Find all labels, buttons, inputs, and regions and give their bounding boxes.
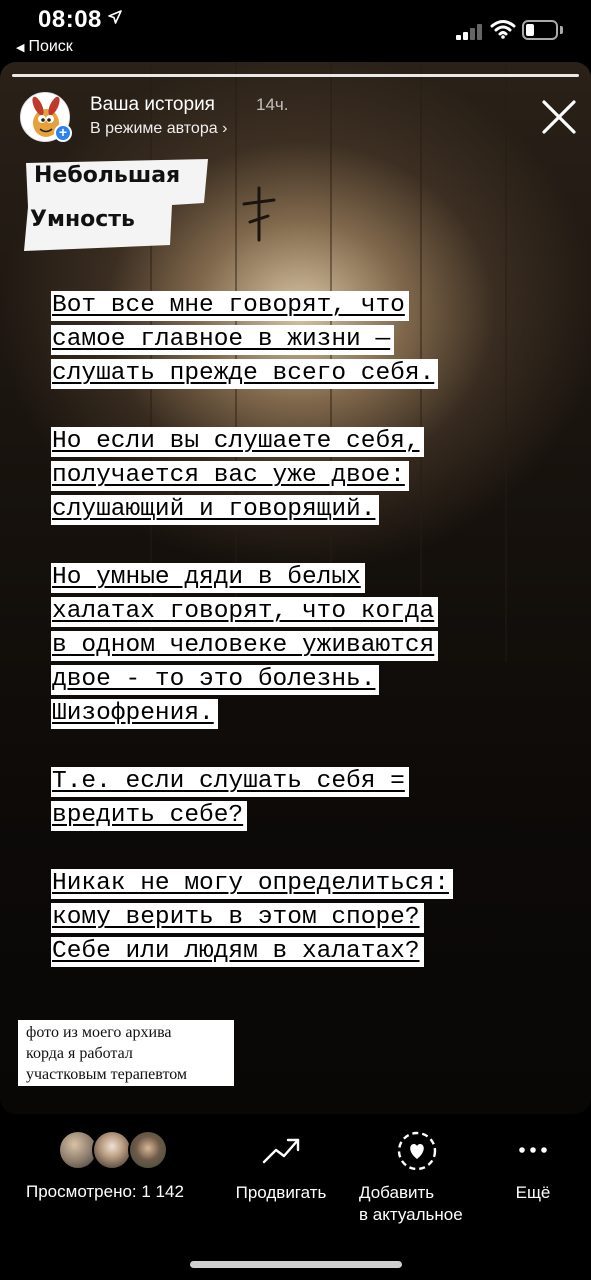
caption-line: корда я работал	[26, 1045, 133, 1062]
story-text-line: в одном человеке уживаются	[52, 632, 437, 660]
add-story-plus-icon[interactable]: +	[54, 124, 72, 142]
photo-caption	[18, 1020, 234, 1086]
story-text-line: Вот все мне говорят, что	[52, 292, 408, 320]
back-search-label: Поиск	[28, 38, 73, 55]
add-highlight-label-1: Добавить	[359, 1183, 435, 1202]
story-text-line: получается вас уже двое:	[52, 462, 408, 490]
caption-line: фото из моего архива	[26, 1024, 172, 1041]
chevron-right-icon: ›	[222, 120, 228, 137]
story-age: 14ч.	[256, 95, 289, 114]
close-icon[interactable]	[540, 98, 578, 136]
status-bar	[0, 0, 591, 62]
title-sticker	[22, 159, 212, 251]
viewer-avatar	[92, 1130, 132, 1170]
battery-tip	[560, 26, 563, 34]
story-text-line: халатах говорят, что когда	[52, 598, 437, 626]
viewer-avatar	[128, 1130, 168, 1170]
story-text-line: Но если вы слушаете себя,	[52, 428, 423, 456]
back-to-search-link[interactable]	[16, 38, 73, 56]
story-progress-bar	[12, 74, 579, 77]
story-paragraph-5	[52, 867, 452, 969]
highlight-heart-icon[interactable]	[396, 1130, 438, 1177]
story-owner-name: Ваша история	[90, 94, 215, 115]
story-text-line: Шизофрения.	[52, 700, 217, 728]
story-paragraph-2	[52, 425, 423, 527]
story-paragraph-3	[52, 561, 437, 731]
promote-label: Продвигать	[235, 1183, 327, 1202]
add-highlight-label-2: в актуальное	[359, 1205, 463, 1224]
story-text-line: слушать прежде всего себя.	[52, 360, 437, 388]
story-text-line: кому верить в этом споре?	[52, 904, 423, 932]
viewed-count-label[interactable]: Просмотрено: 1 142	[26, 1182, 184, 1201]
story-text-line: слушающий и говорящий.	[52, 496, 378, 524]
story-text-line: вредить себе?	[52, 802, 246, 830]
more-dots-icon[interactable]	[518, 1140, 548, 1165]
location-arrow-icon	[108, 10, 122, 29]
story-text-line: двое - то это болезнь.	[52, 666, 378, 694]
signal-icon	[456, 24, 484, 40]
sticker-line-1: Небольшая	[34, 163, 181, 188]
story-text-line: Т.е. если слушать себя =	[52, 768, 408, 796]
cross-icon	[238, 186, 280, 242]
promote-button[interactable]	[222, 1182, 340, 1204]
story-text-line: Себе или людям в халатах?	[52, 938, 423, 966]
trend-arrow-icon[interactable]	[262, 1136, 302, 1171]
status-time: 08:08	[38, 6, 102, 33]
story-paragraph-4	[52, 765, 408, 833]
author-mode-link[interactable]	[90, 120, 227, 138]
story-viewer[interactable]	[0, 62, 591, 1114]
sticker-line-2: Умность	[30, 207, 135, 232]
story-text-line: Но умные дяди в белых	[52, 564, 364, 592]
battery-icon	[522, 20, 558, 40]
story-text-line: самое главное в жизни —	[52, 326, 393, 354]
home-indicator[interactable]	[190, 1261, 402, 1268]
door-plank-line	[505, 62, 507, 662]
viewers-avatars[interactable]	[58, 1128, 172, 1172]
author-mode-label: В режиме автора	[90, 120, 218, 137]
caption-line: участковым терапевтом	[26, 1066, 188, 1083]
story-text-line: Никак не могу определиться:	[52, 870, 452, 898]
more-label: Ещё	[515, 1183, 551, 1202]
back-triangle-icon: ◀	[16, 42, 25, 54]
more-button[interactable]	[502, 1182, 564, 1204]
wifi-icon	[490, 18, 516, 40]
story-paragraph-1	[52, 289, 437, 391]
add-to-highlights-button[interactable]	[350, 1182, 484, 1226]
